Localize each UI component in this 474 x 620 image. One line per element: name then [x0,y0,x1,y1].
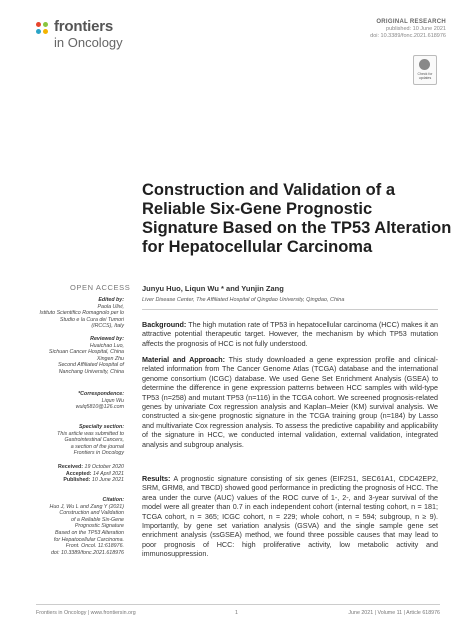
article-title: Construction and Validation of a Reliable Six-Gene Prognostic Signature Based on the TP53 Alteration for Hepatocellular Carcinoma [142,181,452,256]
footer-journal-link[interactable]: Frontiers in Oncology | www.frontiersin.org [36,610,136,616]
frontiers-logo-icon [36,22,50,36]
page-number: 1 [235,610,238,616]
abstract-background: Background: The high mutation rate of TP53 in hepatocellular carcinoma (HCC) makes it an attractive potential therapeutic target. However, the mechanism by which TP53 mutation affects the prognosis of HCC is not fully understood. [142,320,438,348]
sidebar-citation: Citation: Huo J, Wu L and Zang Y (2021) Construction and Validation of a Reliable Six-Gene Prognostic Signature Based on the TP53 Alteration for Hepatocellular Carcinoma. Front. Oncol. 11:618976. doi: 10.3389/fonc.2021.618976 [49,497,124,556]
badge-label: Check for [417,72,433,76]
sidebar-correspondence: *Correspondence: Liqun Wu wulq5810@126.com [75,391,124,411]
journal-name: in Oncology [54,35,123,50]
correspondence-email[interactable]: wulq5810@126.com [75,404,124,411]
affiliation: Liver Disease Center, The Affiliated Hospital of Qingdao University, Qingdao, China [142,297,345,303]
brand-name: frontiers [54,18,114,35]
divider [142,309,438,310]
open-access-label: OPEN ACCESS [70,283,131,292]
published-date: published: 10 June 2021 [386,26,446,32]
sidebar-edited-by: Edited by: Paola Ulivi, Istituto Scientifico Romagnolo per lo Studio e la Cura dei Tumori (IRCCS), Italy [39,297,124,330]
citation-doi[interactable]: doi: 10.3389/fonc.2021.618976 [50,549,124,556]
sidebar-specialty: Specialty section: This article was submitted to Gastrointestinal Cancers, a section of the journal Frontiers in Oncology [57,424,124,457]
abstract-methods: Material and Approach: This study downloaded a gene expression profile and clinical-related information from The Cancer Genome Atlas (TCGA) database and the international genome consortium (ICGC) database. We used Gene Set Enrichment Analysis (GSEA) to determine the difference in gene expression patterns between HCC samples with wild-type TP53 (n=258) and mutant TP53 (n=116) in the TCGA cohort. We screened prognosis-related genes by univariate Cox regression analysis and Kaplan–Meier (KM) survival analysis. We constructed a six-gene prognostic signature in the TCGA training group (n=184) by Lasso and multivariate Cox regression analysis. To assess the predictive capability and applicability of the signature in HCC, we conducted internal validation, external validation, integrated analysis and subgroup analysis. [142,355,438,449]
sidebar-dates: Received: 19 October 2020 Accepted: 14 April 2021 Published: 10 June 2021 [58,464,124,484]
article-meta [370,19,446,40]
article-type: ORIGINAL RESEARCH [376,19,446,25]
author-list: Junyu Huo, Liqun Wu * and Yunjin Zang [142,284,284,293]
doi-link[interactable]: doi: 10.3389/fonc.2021.618976 [370,33,446,39]
footer-issue: June 2021 | Volume 11 | Article 618976 [348,610,440,616]
footer-divider [36,604,440,605]
abstract-results: Results: A prognostic signature consisting of six genes (EIF2S1, SEC61A1, CDC42EP2, SRM, GRM8, and TBCD) showed good performance in predicting the prognosis of HCC. The area under the curve (AUC) values of the ROC curve of 1-, 2-, and 3-year survival of the model were all greater than 0.7 in each independent cohort (internal testing cohort, n = 181; TCGA cohort, n = 365; ICGC cohort, n = 229; whole cohort, n = 594; subgroup, n ≥ 9). Importantly, by gene set variation analysis (GSVA) and the single sample gene set enrichment analysis (ssGSEA) method, we found three possible causes that may lead to poor prognosis of HCC: high proliferative activity, low metabolic activity and immunosuppression. [142,474,438,559]
journal-logo[interactable] [36,18,176,58]
check-for-updates-button[interactable] [413,55,437,85]
sidebar-reviewed-by: Reviewed by: Huaichao Luo, Sichuan Cancer Hospital, China Xingen Zhu Second Affiliated Hospital of Nanchang University, China [48,336,124,375]
badge-label-2: updates [418,76,432,80]
refresh-icon [419,59,430,70]
